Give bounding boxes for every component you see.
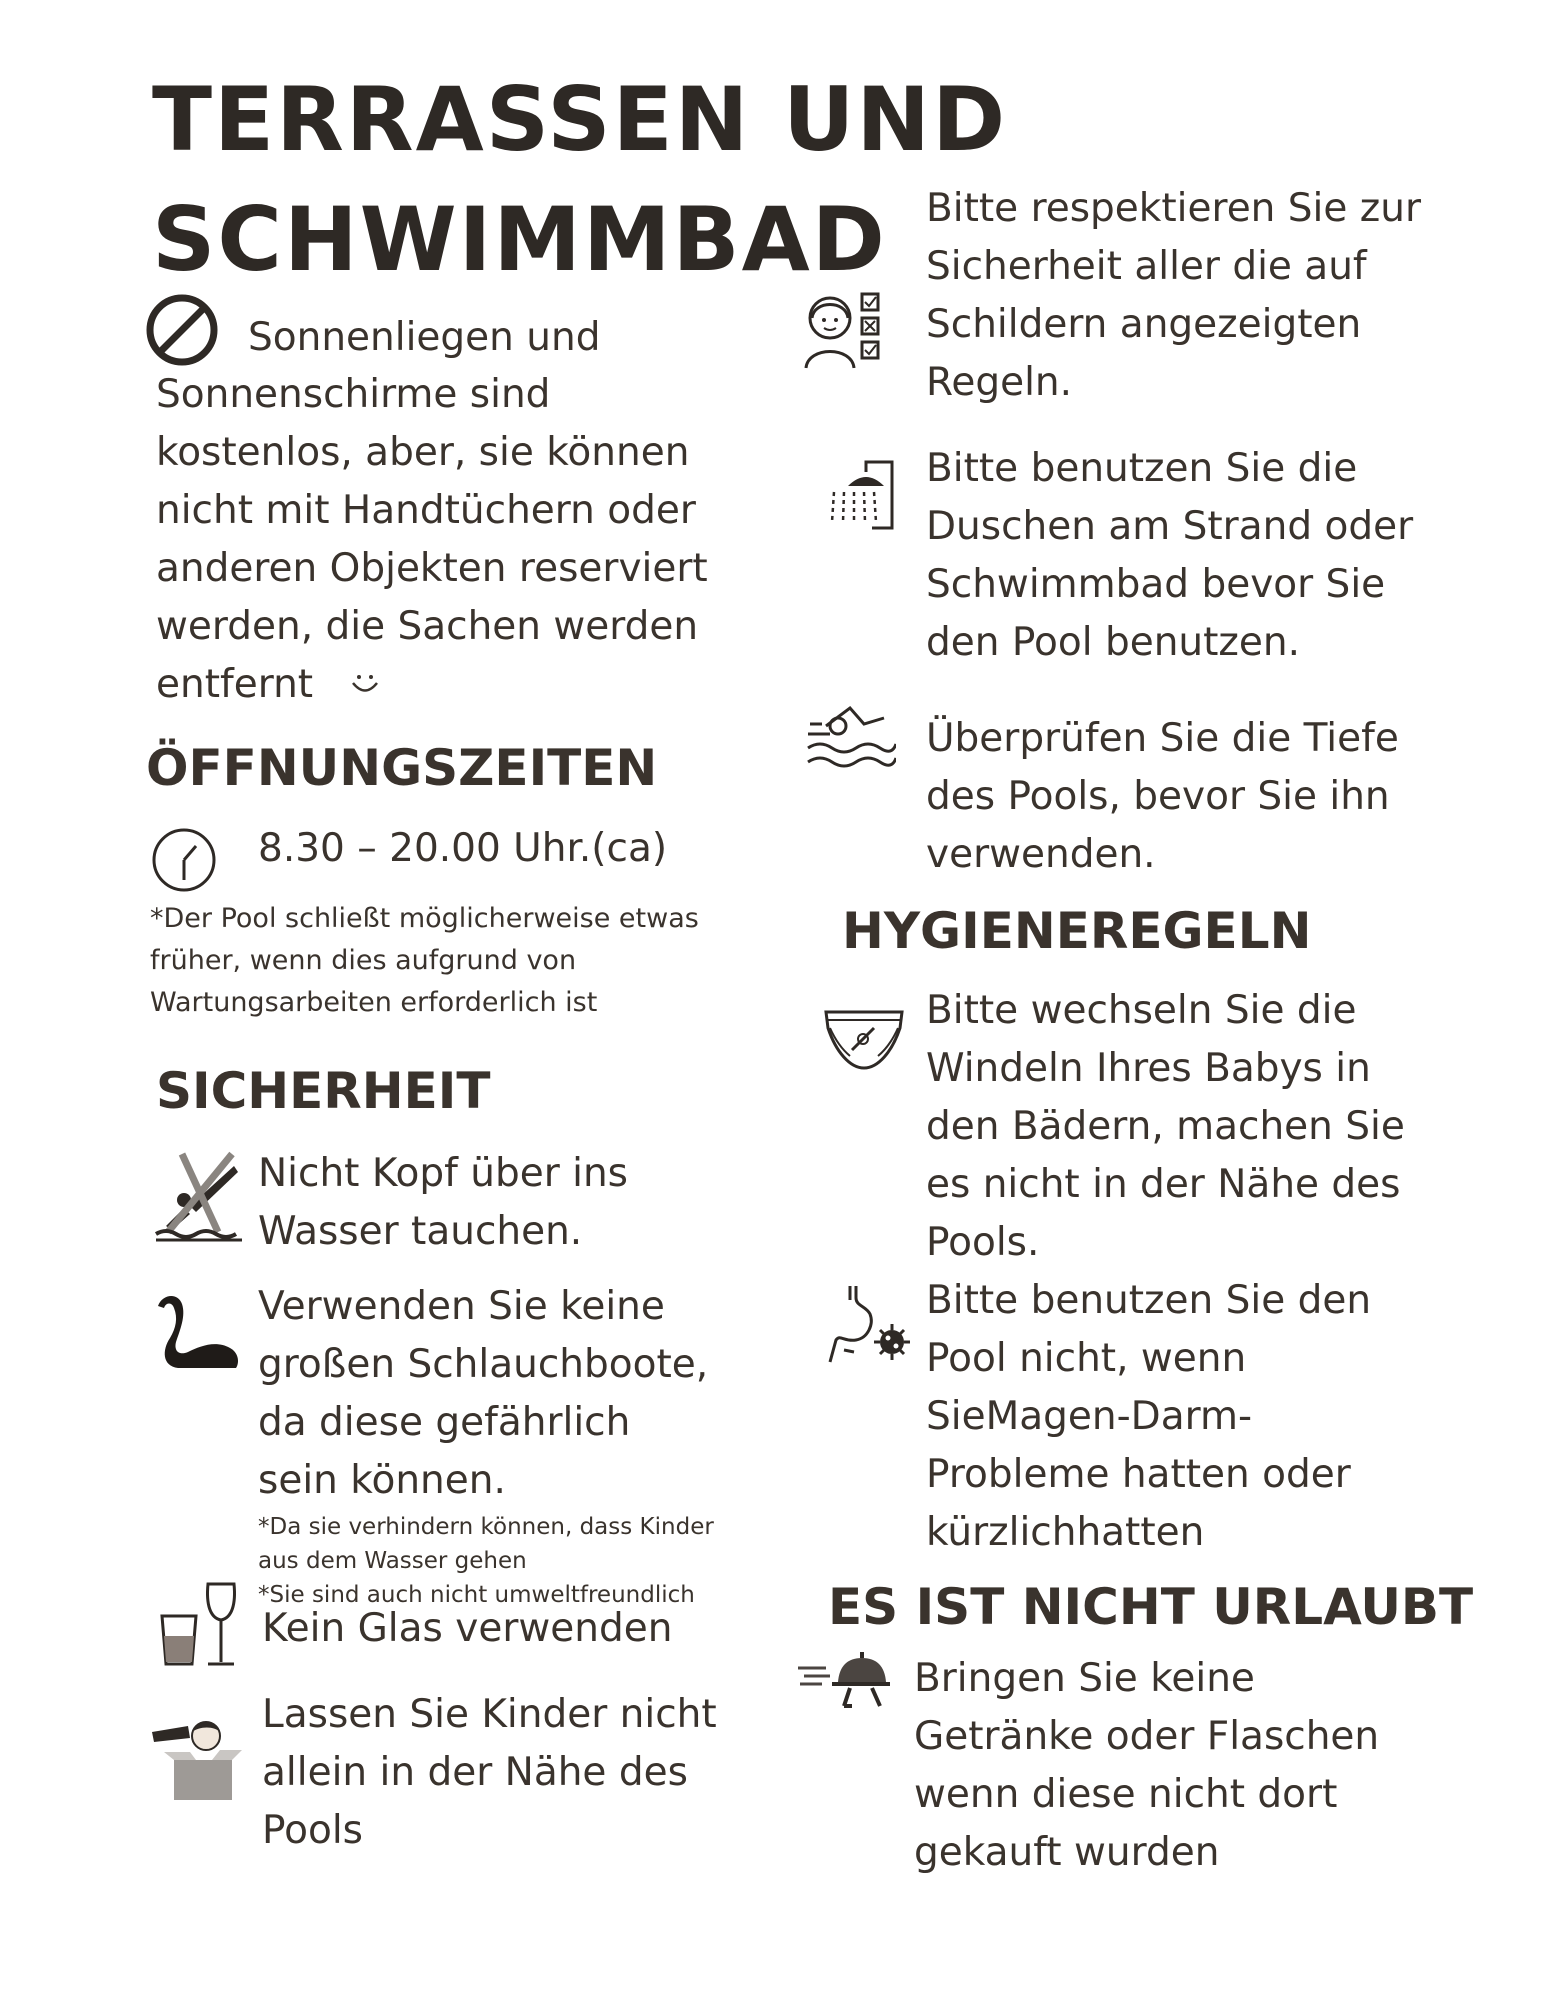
rule-signs-text: Bitte respektieren Sie zur Sicherheit aller die auf Schildern angezeigten Regeln. bbox=[926, 186, 1422, 405]
opening-hours-text: 8.30 – 20.00 Uhr.(ca) bbox=[258, 826, 668, 871]
rule-no-glass-text: Kein Glas verwenden bbox=[262, 1606, 673, 1651]
hygiene-heading: HYGIENEREGELN bbox=[842, 902, 1312, 960]
rule-child-supervision-text: Lassen Sie Kinder nicht allein in der Nähe des Pools bbox=[262, 1692, 717, 1853]
opening-hours-note: *Der Pool schließt möglicherweise etwas früher, wenn dies aufgrund von Wartungsarbeiten erforderlich ist bbox=[150, 903, 699, 1018]
rule-swimmer-text: Überprüfen Sie die Tiefe des Pools, bevor Sie ihn verwenden. bbox=[926, 716, 1399, 877]
page-title-line-2: SCHWIMMBAD bbox=[152, 188, 887, 291]
safety-heading: SICHERHEIT bbox=[156, 1062, 491, 1120]
rule-shower-text: Bitte benutzen Sie die Duschen am Strand oder Schwimmbad bevor Sie den Pool benutzen. bbox=[926, 446, 1414, 665]
no-diving-icon bbox=[154, 1148, 244, 1244]
shower-icon bbox=[826, 458, 898, 530]
opening-hours-heading: ÖFFNUNGSZEITEN bbox=[146, 739, 658, 797]
rule-swan-float-text: Verwenden Sie keine großen Schlauchboote, da diese gefährlich sein können. bbox=[258, 1284, 709, 1503]
rule-stomach-text: Bitte benutzen Sie den Pool nicht, wenn SieMagen-Darm- Probleme hatten oder kürzlichhatten bbox=[926, 1278, 1372, 1555]
rule-diaper-text: Bitte wechseln Sie die Windeln Ihres Babys in den Bädern, machen Sie es nicht in der Nähe des Pools. bbox=[926, 988, 1405, 1265]
rule-no-diving-text: Nicht Kopf über ins Wasser tauchen. bbox=[258, 1151, 629, 1254]
swan-float-icon bbox=[156, 1290, 240, 1370]
no-entry-icon bbox=[144, 292, 220, 368]
smiley-icon bbox=[348, 666, 382, 700]
diaper-icon bbox=[822, 1006, 906, 1072]
child-supervision-icon bbox=[150, 1712, 246, 1804]
clock-icon bbox=[150, 826, 218, 894]
food-delivery-icon bbox=[796, 1648, 892, 1710]
not-holiday-heading: ES IST NICHT URLAUBT bbox=[828, 1578, 1474, 1636]
glass-icon bbox=[158, 1580, 240, 1668]
rule-swan-float-note: *Da sie verhindern können, dass Kinder aus dem Wasser gehen *Sie sind auch nicht umweltfreundlich bbox=[258, 1514, 714, 1608]
loungers-first-line: Sonnenliegen und bbox=[248, 315, 601, 360]
signs-rules-icon bbox=[800, 288, 884, 372]
loungers-text: Sonnenschirme sind kostenlos, aber, sie können nicht mit Handtüchern oder anderen Objekten reserviert werden, die Sachen werden entfernt bbox=[156, 372, 708, 707]
swimmer-icon bbox=[806, 704, 896, 770]
page-title-line-1: TERRASSEN UND bbox=[152, 68, 1008, 171]
not-holiday-text: Bringen Sie keine Getränke oder Flaschen wenn diese nicht dort gekauft wurden bbox=[914, 1656, 1380, 1875]
stomach-virus-icon bbox=[826, 1284, 914, 1368]
